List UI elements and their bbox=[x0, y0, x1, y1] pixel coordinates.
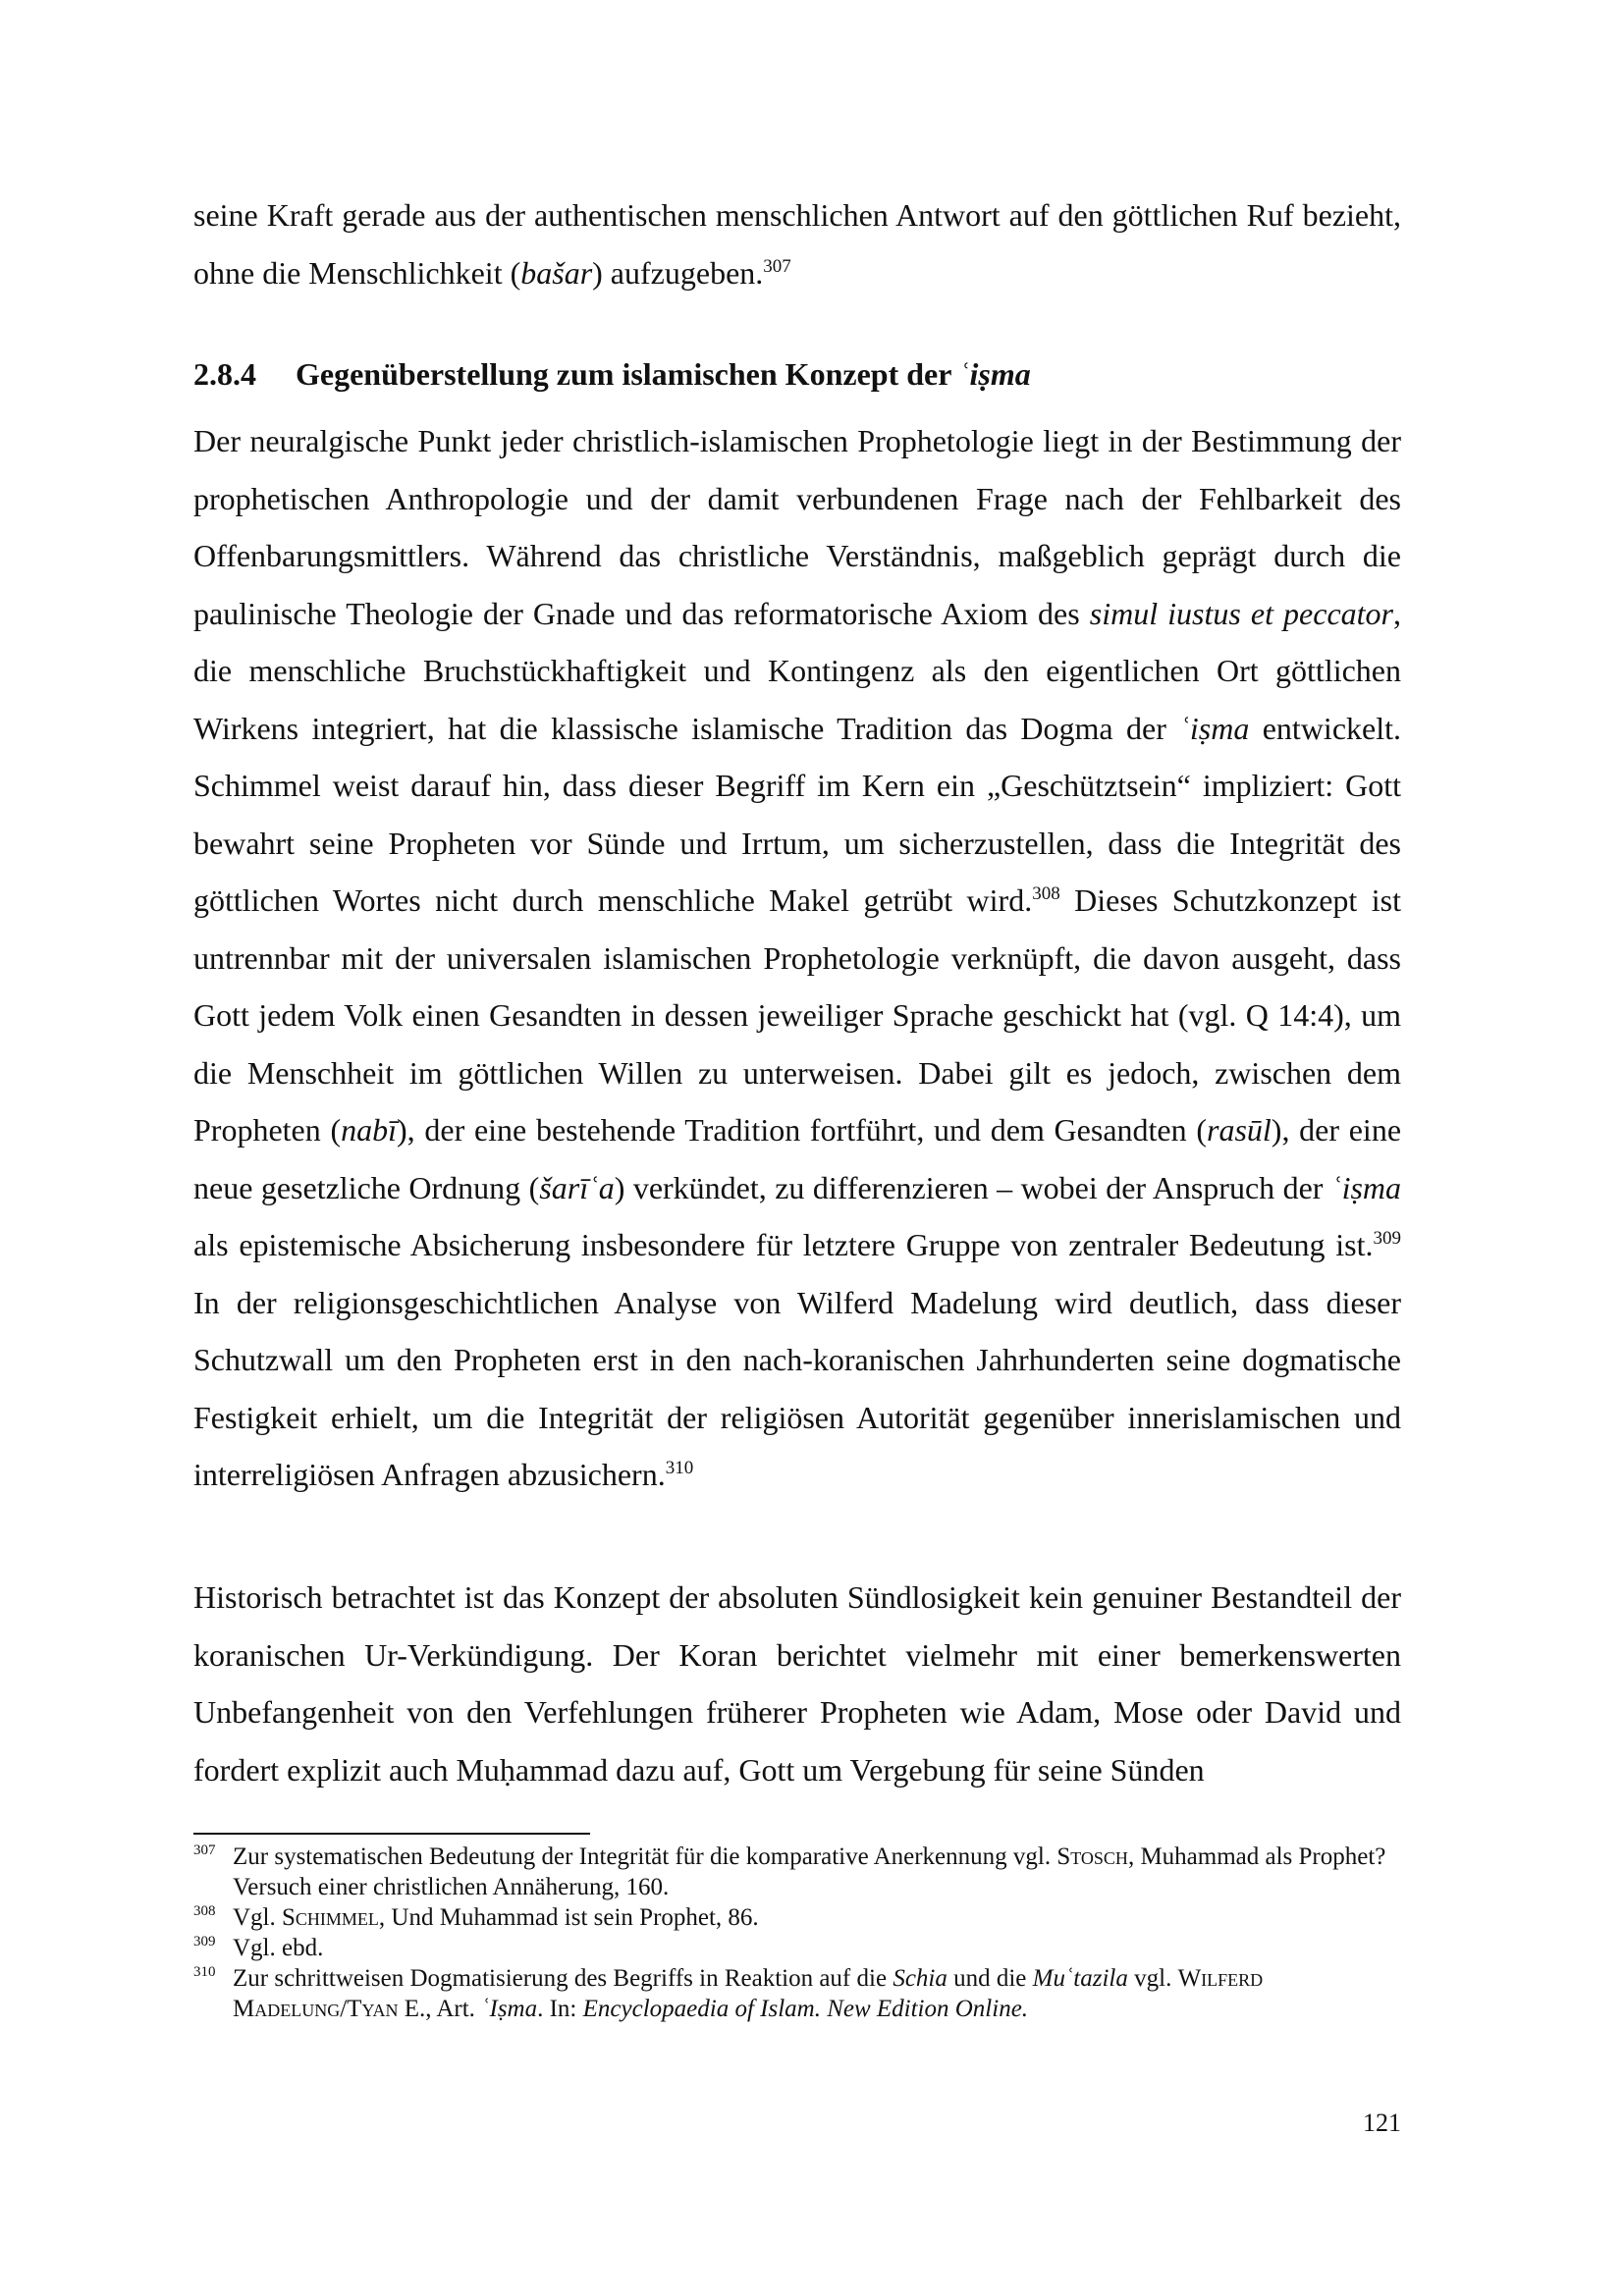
footnote-number: 310 bbox=[193, 1964, 216, 1980]
italic-term: šarīʿa bbox=[539, 1169, 615, 1205]
italic-term: nabī bbox=[341, 1112, 398, 1148]
paragraph-main bbox=[193, 412, 1401, 1504]
section-title-term: ʿiṣma bbox=[958, 356, 1031, 392]
text-run: Zur systematischen Bedeutung der Integrität für die komparative Anerkennung vgl. bbox=[233, 1843, 1057, 1870]
italic-term: Encyclopaedia of Islam. New Edition Online. bbox=[582, 1996, 1029, 2022]
italic-term: Schia bbox=[893, 1965, 947, 1992]
text-run: , Muhammad als Prophet? Versuch einer christlichen Annäherung, 160. bbox=[233, 1843, 1386, 1900]
text-run: Dieses Schutzkonzept ist untrennbar mit der universalen islamischen Prophetologie verknüpft, die davon ausgeht, dass Gott jedem Volk einen Gesandten in dessen jeweiliger Sprache geschickt hat (vgl. Q 14:4), um die Menschheit im göttlichen Willen zu unterweisen. Dabei gilt es jedoch, zwischen dem Propheten ( bbox=[193, 882, 1402, 1148]
footnote-number: 308 bbox=[193, 1903, 216, 1919]
text-run: , Und Muhammad ist sein Prophet, 86. bbox=[378, 1904, 759, 1931]
text-run: Vgl. bbox=[233, 1904, 282, 1931]
footnote-ref-307[interactable]: 307 bbox=[763, 255, 791, 277]
text-run: seine Kraft gerade aus der authentischen menschlichen Antwort auf den göttlichen Ruf bezieht, ohne die Menschlichkeit ( bbox=[193, 197, 1401, 291]
author-name: Tyan bbox=[347, 1996, 399, 2022]
paragraph-continuation bbox=[193, 187, 1401, 301]
footnote-divider bbox=[193, 1833, 590, 1835]
italic-term: bašar bbox=[520, 254, 593, 291]
text-run: E., Art. bbox=[398, 1996, 482, 2022]
footnote-ref-309[interactable]: 309 bbox=[1373, 1228, 1401, 1249]
author-name: Stosch bbox=[1056, 1843, 1128, 1870]
text-run: Historisch betrachtet ist das Konzept der absoluten Sündlosigkeit kein genuiner Bestandteil der koranischen Ur-Verkündigung. Der Koran berichtet vielmehr mit einer bemerkenswerten Unbefangenheit von den Verfehlungen früherer Propheten wie Adam, Mose oder David und fordert explizit auch Muḥammad dazu auf, Gott um Vergebung für seine Sünden bbox=[193, 1579, 1401, 1788]
italic-term: simul iustus et peccator bbox=[1089, 595, 1394, 631]
section-title: Gegenüberstellung zum islamischen Konzept der bbox=[296, 356, 959, 392]
text-run: Vgl. ebd. bbox=[233, 1935, 324, 1961]
footnote-number: 309 bbox=[193, 1934, 216, 1949]
text-run: . In: bbox=[537, 1996, 583, 2022]
footnote-ref-308[interactable]: 308 bbox=[1032, 883, 1060, 904]
text-run: ), der eine bestehende Tradition fortführt, und dem Gesandten ( bbox=[397, 1112, 1207, 1148]
section-number: 2.8.4 bbox=[193, 356, 256, 392]
text-run: ) aufzugeben. bbox=[592, 254, 764, 291]
text-run: Der neuralgische Punkt jeder christlich-islamischen Prophetologie liegt in der Bestimmung der prophetischen Anthropologie und der damit verbundenen Frage nach der Fehlbarkeit des Offenbarungsmittlers. Während das christliche Verständnis, maßgeblich geprägt durch die paulinische Theologie der Gnade und das reformatorische Axiom des bbox=[193, 423, 1401, 631]
section-heading bbox=[193, 346, 1401, 402]
footnote-list bbox=[193, 1842, 1401, 2024]
footnote-number: 307 bbox=[193, 1842, 216, 1858]
italic-term: ʿiṣma bbox=[1330, 1169, 1402, 1205]
text-run: In der religionsgeschichtlichen Analyse von Wilferd Madelung wird deutlich, dass dieser Schutzwall um den Propheten erst in den nach-koranischen Jahrhunderten seine dogmatische Festigkeit erhielt, um die Integrität der religiösen Autorität gegenüber innerislamischen und interreligiösen Anfragen abzusichern. bbox=[193, 1284, 1401, 1492]
text-run: ), der eine neue gesetzliche Ordnung ( bbox=[193, 1112, 1402, 1205]
footnote-item bbox=[193, 1842, 1401, 1902]
text-run: , die menschliche Bruchstückhaftigkeit und Kontingenz als den eigentlichen Ort göttlichen Wirkens integriert, hat die klassische islamische Tradition das Dogma der bbox=[193, 595, 1402, 746]
text-run: vgl. bbox=[1127, 1965, 1178, 1992]
italic-term: Muʿtazila bbox=[1032, 1965, 1128, 1992]
text-run: ) verkündet, zu differenzieren – wobei der Anspruch der bbox=[614, 1169, 1331, 1205]
text-run: Zur schrittweisen Dogmatisierung des Begriffs in Reaktion auf die bbox=[233, 1965, 893, 1992]
text-run: / bbox=[340, 1996, 348, 2022]
text-run: und die bbox=[947, 1965, 1033, 1992]
author-name: Schimmel bbox=[282, 1904, 379, 1931]
italic-term: rasūl bbox=[1206, 1112, 1272, 1148]
footnote-item bbox=[193, 1933, 1401, 1963]
footnote-item bbox=[193, 1963, 1401, 2024]
page-number: 121 bbox=[1363, 2109, 1401, 2137]
italic-term: ʿIṣma bbox=[481, 1996, 538, 2022]
footnote-item bbox=[193, 1902, 1401, 1933]
footnote-ref-310[interactable]: 310 bbox=[665, 1458, 694, 1478]
author-name: Wilferd Madelung bbox=[233, 1965, 1264, 2022]
text-run: als epistemische Absicherung insbesondere für letztere Gruppe von zentraler Bedeutung ist. bbox=[193, 1227, 1374, 1262]
italic-term: ʿiṣma bbox=[1179, 710, 1250, 746]
paragraph-historical bbox=[193, 1569, 1401, 1798]
text-run: entwickelt. Schimmel weist darauf hin, dass dieser Begriff im Kern ein „Geschütztsein“ impliziert: Gott bewahrt seine Propheten vor Sünde und Irrtum, um sicherzustellen, dass die Integrität des göttlichen Wortes nicht durch menschliche Makel getrübt wird. bbox=[193, 710, 1402, 918]
